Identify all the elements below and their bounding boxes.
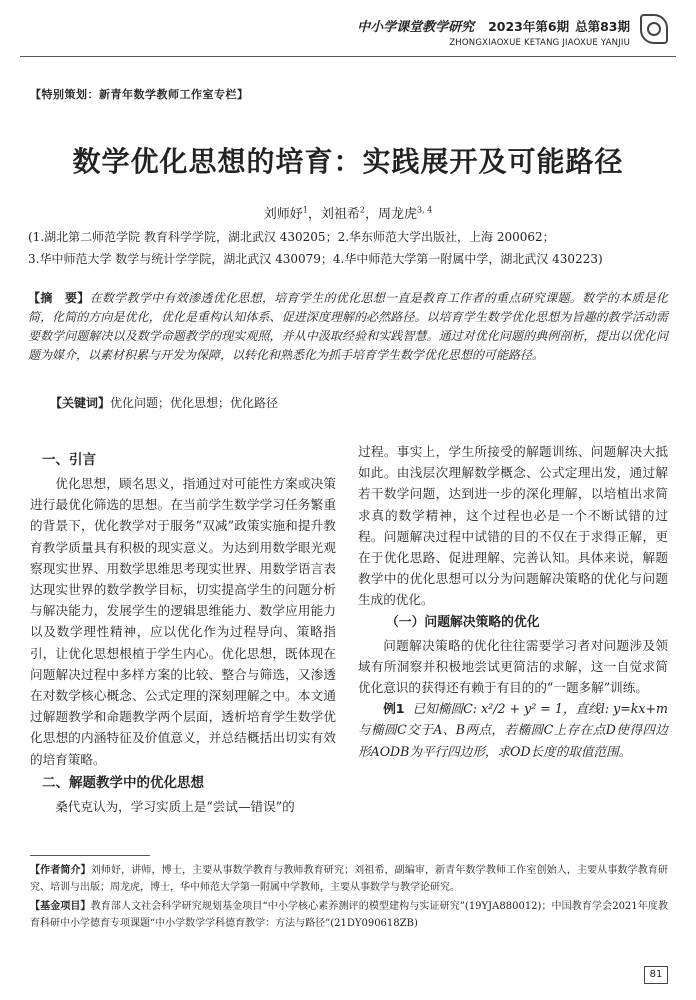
abstract-label: 【摘 要】 — [28, 291, 90, 305]
example-text: 与椭圆C交于A、B两点，若椭圆C上存在点D使得四边形AODB为平行四边形，求OD长度的取值范围。 — [358, 722, 668, 759]
example-intro: 已知椭圆 — [412, 701, 464, 717]
section-heading: 一、引言 — [42, 452, 96, 468]
keywords-label: 【关键词】 — [50, 396, 111, 410]
paragraph: 桑代克认为，学习实质上是“尝试—错误”的 — [55, 798, 295, 814]
column-tag: 【特别策划：新青年数学教师工作室专栏】 — [30, 88, 249, 101]
author-bio — [30, 862, 668, 896]
line-formula: l: y=kx+m — [600, 701, 668, 717]
abstract-text: 在数学教学中有效渗透优化思想，培育学生的优化思想一直是教育工作者的重点研究课题。数学的本质是化简，化简的方向是优化，优化是重构认知体系、促进深度理解的必然路径。以培育学生数学优化思想为旨趣的教学活动需要数学问题解决以及数学命题教学的现实观照，并从中汲取经验和实践智慧。通过对优化问题的典例剖析，提出以优化问题为媒介，以素材积累与开发为保障，以转化和熟悉化为抓手培育学生数学优化思想的可能路径。 — [28, 291, 668, 362]
footnotes — [30, 862, 668, 934]
keywords — [50, 394, 668, 411]
page-number: 81 — [644, 966, 668, 984]
paragraph: 问题解决策略的优化往往需要学习者对问题涉及领域有所洞察并积极地尝试更简洁的求解，这一自觉求简优化意识的获得还有赖于有目的的“一题多解”训练。 — [358, 637, 668, 696]
page-header — [20, 14, 676, 54]
affiliation-line: 3.华中师范大学 数学与统计学学院，湖北武汉 430079；4.华中师范大学第一附属中学，湖北武汉 430223) — [28, 252, 603, 266]
author-affil-ref: 3, 4 — [417, 205, 433, 215]
journal-pinyin: ZHONGXIAOXUE KETANG JIAOXUE YANJIU — [449, 38, 630, 48]
affiliations — [28, 226, 668, 270]
author-bio-label: 【作者简介】 — [30, 865, 91, 876]
journal-brand — [351, 16, 630, 35]
abstract — [28, 289, 668, 365]
body-column-right — [358, 441, 668, 762]
paragraph: 过程。事实上，学生所接受的解题训练、问题解决大抵如此。由浅层次理解数学概念、公式定理出发，通过解若干数学问题，达到进一步的深化理解，以培植出求简求真的数学精神，这个过程也必是一个不断试错的过程。问题解决过程中试错的目的不仅在于求得正解，更在于优化思路、促进理解、完善认知。具体来说，解题教学中的优化思想可以分为问题解决策略的优化与问题生成的优化。 — [358, 444, 668, 608]
footnote-rule — [30, 855, 150, 856]
author-list: 刘师妤$^1$，刘祖希$^2$，周龙虎$^{3, 4}$ — [263, 205, 433, 222]
example-label: 例1 — [383, 701, 405, 717]
affiliation-line: (1.湖北第二师范学院 教育科学学院，湖北武汉 430205；2.华东师范大学出版社，上海 200062； — [28, 230, 555, 244]
author-affil-ref: 1 — [302, 205, 308, 215]
fund-label: 【基金项目】 — [30, 901, 91, 912]
subsection-heading: （一）问题解决策略的优化 — [386, 614, 540, 630]
author-name: 刘师妤 — [263, 207, 303, 222]
example-mid: ，直线 — [562, 701, 601, 717]
author-name: 周龙虎 — [377, 207, 417, 222]
journal-logo-icon — [640, 14, 668, 44]
author-affil-ref: 2 — [359, 205, 365, 215]
author-name: 刘祖希 — [320, 207, 360, 222]
author-bio-text: 刘师妤，讲师，博士，主要从事数学教育与教师教育研究；刘祖希，副编审，新青年数学教师工作室创始人，主要从事数学教育研究、培训与出版；周龙虎，博士，华中师范大学第一附属中学教师，主要从事数学与教学论研究。 — [30, 865, 669, 893]
fund-text: 教育部人文社会科学研究规划基金项目“中小学核心素养测评的模型建构与实证研究”(19YJA880012)；中国教育学会2021年度教育科研中小学德育专项课题“中小学数学学科德育教学：方法与路径”(21DY090618ZB) — [30, 901, 668, 929]
fund-info — [30, 898, 668, 932]
section-heading: 二、解题教学中的优化思想 — [42, 774, 204, 791]
paragraph: 优化思想，顾名思义，指通过对可能性方案或决策进行最优化筛选的思想。在当前学生数学学习任务繁重的背景下，优化教学对于服务“双减”政策实施和提升教育教学质量具有积极的现实意义。为达到用数学眼光观察现实世界、用数学思维思考现实世界、用数学语言表达现实世界的数学教学目标，切实提高学生的问题分析与解决能力，发展学生的逻辑思维能力、数学应用能力以及数学理性精神，应以优化作为过程导向、策略指引，让优化思想根植于学生内心。优化思想，既体现在问题解决过程中多样方案的比较、整合与筛选，又渗透在对数学核心概念、公式定理的深刻理解之中。本文通过解题教学和命题教学两个层面，透析培育学生数学优化思想的内涵特征及价值意义，并总结概括出切实有效的培育策略。 — [30, 476, 336, 767]
journal-name: 中小学课堂教学研究 — [357, 20, 475, 35]
issue-label: 2023年第6期 — [488, 19, 570, 34]
total-issue-label: 总第83期 — [575, 19, 630, 34]
example-problem — [358, 698, 668, 762]
ellipse-formula: C: x²/2 + y² = 1 — [463, 701, 563, 717]
keywords-text: 优化问题；优化思想；优化路径 — [110, 396, 279, 410]
article-title: 数学优化思想的培育：实践展开及可能路径 — [72, 145, 624, 178]
header-rule — [20, 56, 676, 57]
body-column-left — [30, 447, 336, 817]
